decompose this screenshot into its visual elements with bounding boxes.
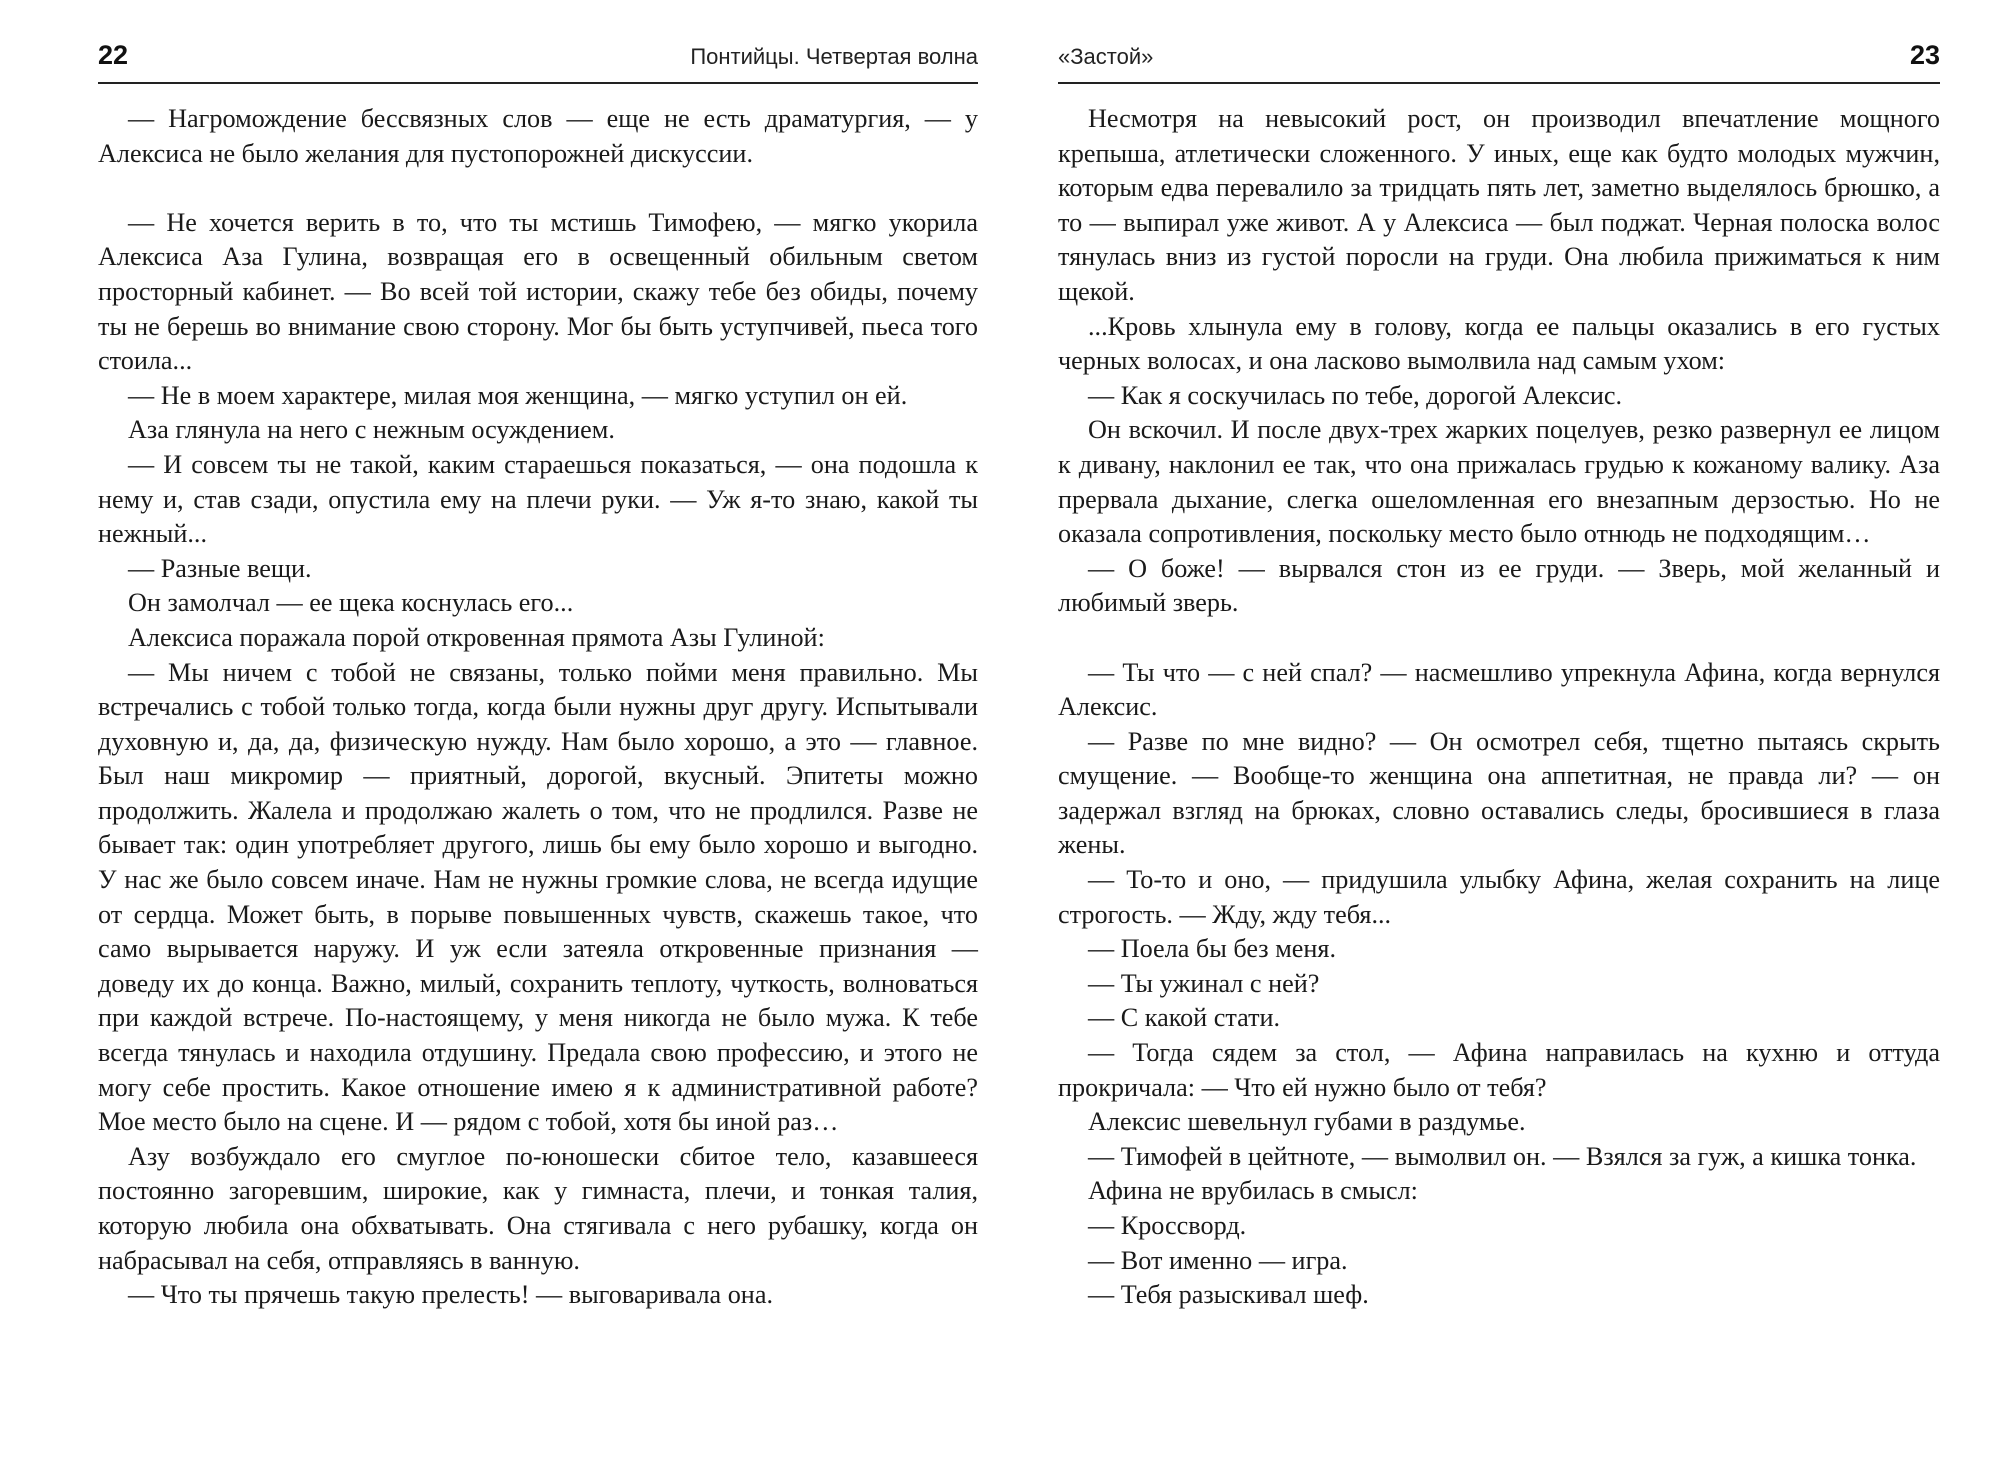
paragraph: — Нагромождение бессвязных слов — еще не есть драматургия, — у Алексиса не было желания для пустопорожней дискуссии. [98,104,978,168]
paragraph: Алексиса поражала порой откровенная прямота Азы Гулиной: [128,622,825,652]
left-page-number: 22 [98,40,129,70]
paragraph: — О боже! — вырвался стон из ее груди. — Зверь, мой желанный и любимый зверь. [1058,553,1940,618]
right-page-number: 23 [1909,40,1940,70]
paragraph: — Как я соскучилась по тебе, дорогой Алексис. [1088,380,1623,410]
paragraph: — Не в моем характере, милая моя женщина, — мягко уступил он ей. [128,380,908,410]
paragraph: — Что ты прячешь такую прелесть! — выговаривала она. [128,1280,773,1310]
paragraph: Он вскочил. И после двух-трех жарких поцелуев, резко развернул ее лицом к дивану, наклонил ее так, что она прижалась грудью к кожаному валику. Аза прервала дыхание, слегка ошеломленная его внезапным дерзостью. Но не оказала сопротивления, поскольку место было отнюдь не подходящим… [1058,415,1940,549]
paragraph: — Тогда сядем за стол, — Афина направилась на кухню и оттуда прокричала: — Что ей нужно было от тебя? [1058,1038,1940,1102]
paragraph: Азу возбуждало его смуглое по-юношески сбитое тело, казавшееся постоянно загоревшим, широкие, как у гимнаста, плечи, и тонкая талия, которую любила она обхватывать. Она стягивала с него рубашку, когда он набрасывал на себя, отправляясь в ванную. [98,1141,978,1275]
paragraph: — Вот именно — игра. [1088,1245,1348,1275]
paragraph: — Разные вещи. [128,553,312,583]
paragraph: — Мы ничем с тобой не связаны, только пойми меня правильно. Мы встречались с тобой только тогда, когда были нужны друг другу. Испытывали духовную и, да, да, физическую нужду. Нам было хорошо, а это — главное. Был наш микромир — приятный, дорогой, вкусный. Эпитеты можно продолжить. Жалела и продолжаю жалеть о том, что не продлился. Разве не бывает так: один употребляет другого, лишь бы ему было хорошо и выгодно. У нас же было совсем иначе. Нам не нужны громкие слова, не всегда идущие от сердца. Может быть, в порыве повышенных чувств, скажешь такое, что само вырывается наружу. И уж если затеяла откровенные признания — доведу их до конца. Важно, милый, сохранить теплоту, чуткость, волноваться при каждой встрече. По-настоящему, у меня никогда не было мужа. К тебе всегда тянулась и находила отдушину. Предала свою профессию, и этого не могу себе простить. Какое отношение имею я к административной работе? Мое место было на сцене. И — рядом с тобой, хотя бы иной раз… [98,657,978,1137]
paragraph: — С какой стати. [1088,1003,1281,1033]
left-page [98,38,978,1313]
paragraph: Несмотря на невысокий рост, он производил впечатление мощного крепыша, атлетически сложенного. У иных, еще как будто молодых мужчин, которым едва перевалило за тридцать пять лет, заметно выделялось брюшко, а то — выпирал уже живот. А у Алексиса — был поджат. Черная полоска волос тянулась вниз из густой поросли на груди. Она любила прижиматься к ним щекой. [1058,104,1940,306]
paragraph: — Разве по мне видно? — Он осмотрел себя, тщетно пытаясь скрыть смущение. — Вообще-то женщина она аппетитная, не правда ли? — он задержал взгляд на брюках, словно оставались следы, бросившиеся в глаза жены. [1058,726,1940,860]
paragraph: — Не хочется верить в то, что ты мстишь Тимофею, — мягко укорила Алексиса Аза Гулина, возвращая его в освещенный обильным светом просторный кабинет. — Во всей той истории, скажу тебе без обиды, почему ты не берешь во внимание свою сторону. Мог бы быть уступчивей, пьеса того стоила... [98,207,978,376]
paragraph: — Ты ужинал с ней? [1088,968,1320,998]
paragraph: Аза глянула на него с нежным осуждением. [128,415,615,445]
right-page-text [1058,102,1940,1313]
left-running-head: Понтийцы. Четвертая волна [690,44,978,69]
right-running-head: «Застой» [1058,44,1154,69]
paragraph: — Ты что — с ней спал? — насмешливо упрекнула Афина, когда вернулся Алексис. [1058,657,1940,722]
paragraph: — И совсем ты не такой, каким стараешься показаться, — она подошла к нему и, став сзади, опустила ему на плечи руки. — Уж я-то знаю, какой ты нежный... [98,449,978,549]
paragraph: — Кроссворд. [1088,1211,1247,1240]
paragraph: Афина не врубилась в смысл: [1088,1176,1418,1206]
left-page-text [98,102,978,1313]
paragraph: — Поела бы без меня. [1088,934,1337,964]
paragraph: Алексис шевельнул губами в раздумье. [1088,1107,1526,1137]
paragraph: ...Кровь хлынула ему в голову, когда ее пальцы оказались в его густых черных волосах, и она ласково вымолвила над самым ухом: [1058,311,1940,376]
paragraph: — Тебя разыскивал шеф. [1088,1280,1369,1310]
right-page [1058,38,1940,1313]
paragraph: — То-то и оно, — придушила улыбку Афина, желая сохранить на лице строгость. — Жду, жду тебя... [1058,865,1940,929]
right-page-header [1058,38,1940,84]
left-page-header [98,38,978,84]
paragraph: — Тимофей в цейтноте, — вымолвил он. — Взялся за гуж, а кишка тонка. [1088,1141,1917,1171]
paragraph: Он замолчал — ее щека коснулась его... [128,588,574,618]
